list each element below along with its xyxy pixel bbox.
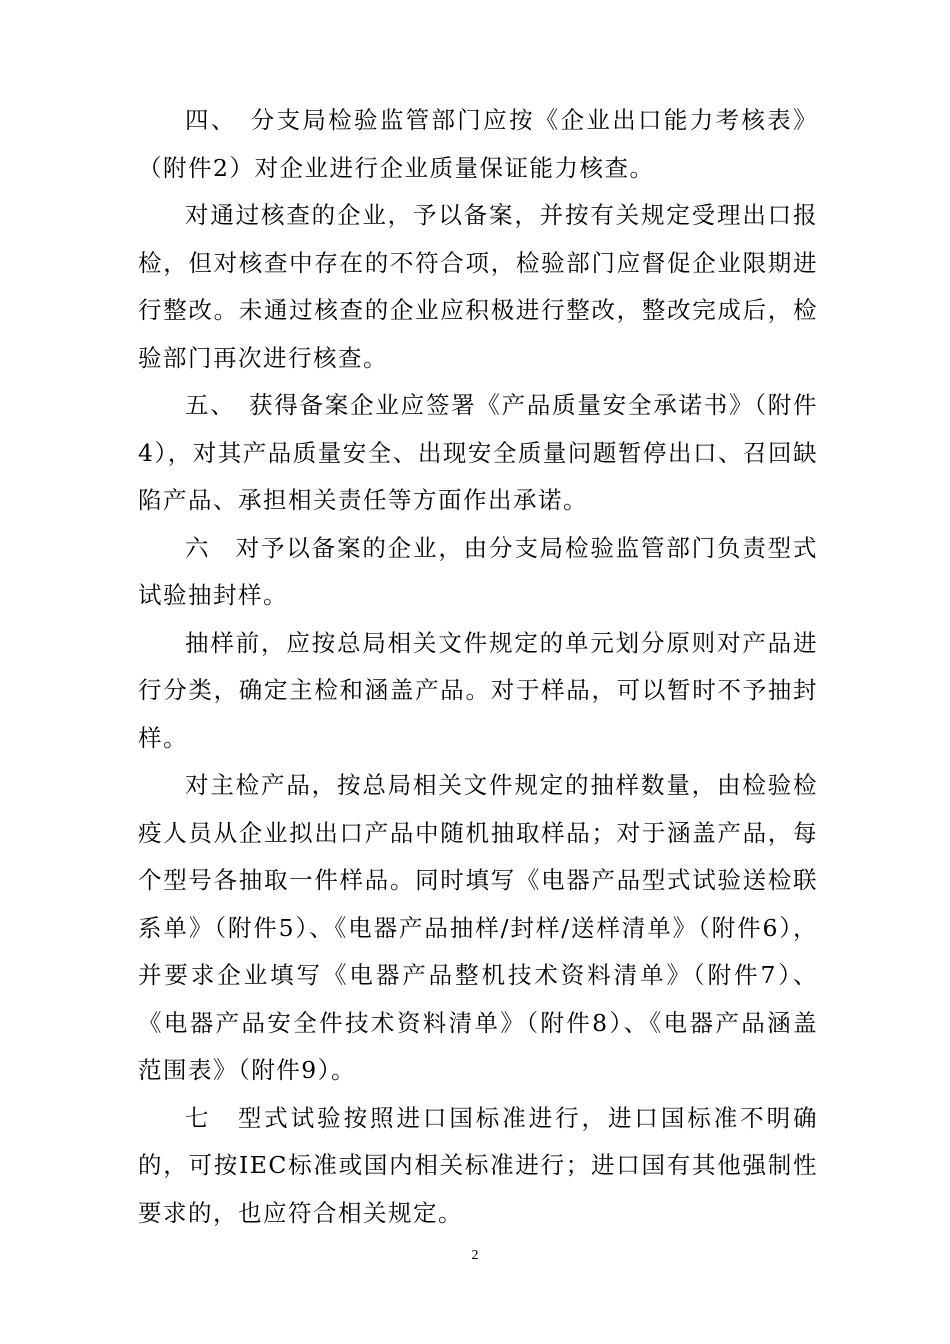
document-body (138, 97, 818, 1237)
paragraph-sampling-procedure: 对主检产品，按总局相关文件规定的抽样数量，由检验检疫人员从企业拟出口产品中随机抽取样品；对于涵盖产品，每个型号各抽取一件样品。同时填写《电器产品型式试验送检联系单》（附件5）、《电器产品抽样/封样/送样清单》（附件6），并要求企业填写《电器产品整机技术资料清单》（附件7）、《电器产品安全件技术资料清单》（附件8）、《电器产品涵盖范围表》（附件9）。 (138, 771, 818, 1084)
page-number: 2 (471, 1248, 479, 1263)
paragraph-filing-check: 对通过核查的企业，予以备案，并按有关规定受理出口报检，但对核查中存在的不符合项，检验部门应督促企业限期进行整改。未通过核查的企业应积极进行整改，整改完成后，检验部门再次进行核查。 (138, 201, 818, 372)
paragraph-section-7: 七 型式试验按照进口国标准进行，进口国标准不明确的，可按IEC标准或国内相关标准进行；进口国有其他强制性要求的，也应符合相关规定。 (138, 1103, 818, 1227)
paragraph-section-6: 六 对予以备案的企业，由分支局检验监管部门负责型式试验抽封样。 (138, 533, 818, 609)
paragraph-section-5: 五、 获得备案企业应签署《产品质量安全承诺书》（附件4），对其产品质量安全、出现安全质量问题暂停出口、召回缺陷产品、承担相关责任等方面作出承诺。 (138, 391, 818, 514)
paragraph-section-4: 四、 分支局检验监管部门应按《企业出口能力考核表》（附件2）对企业进行企业质量保证能力核查。 (138, 106, 818, 182)
paragraph-sampling-classification: 抽样前，应按总局相关文件规定的单元划分原则对产品进行分类，确定主检和涵盖产品。对于样品，可以暂时不予抽封样。 (138, 628, 818, 752)
